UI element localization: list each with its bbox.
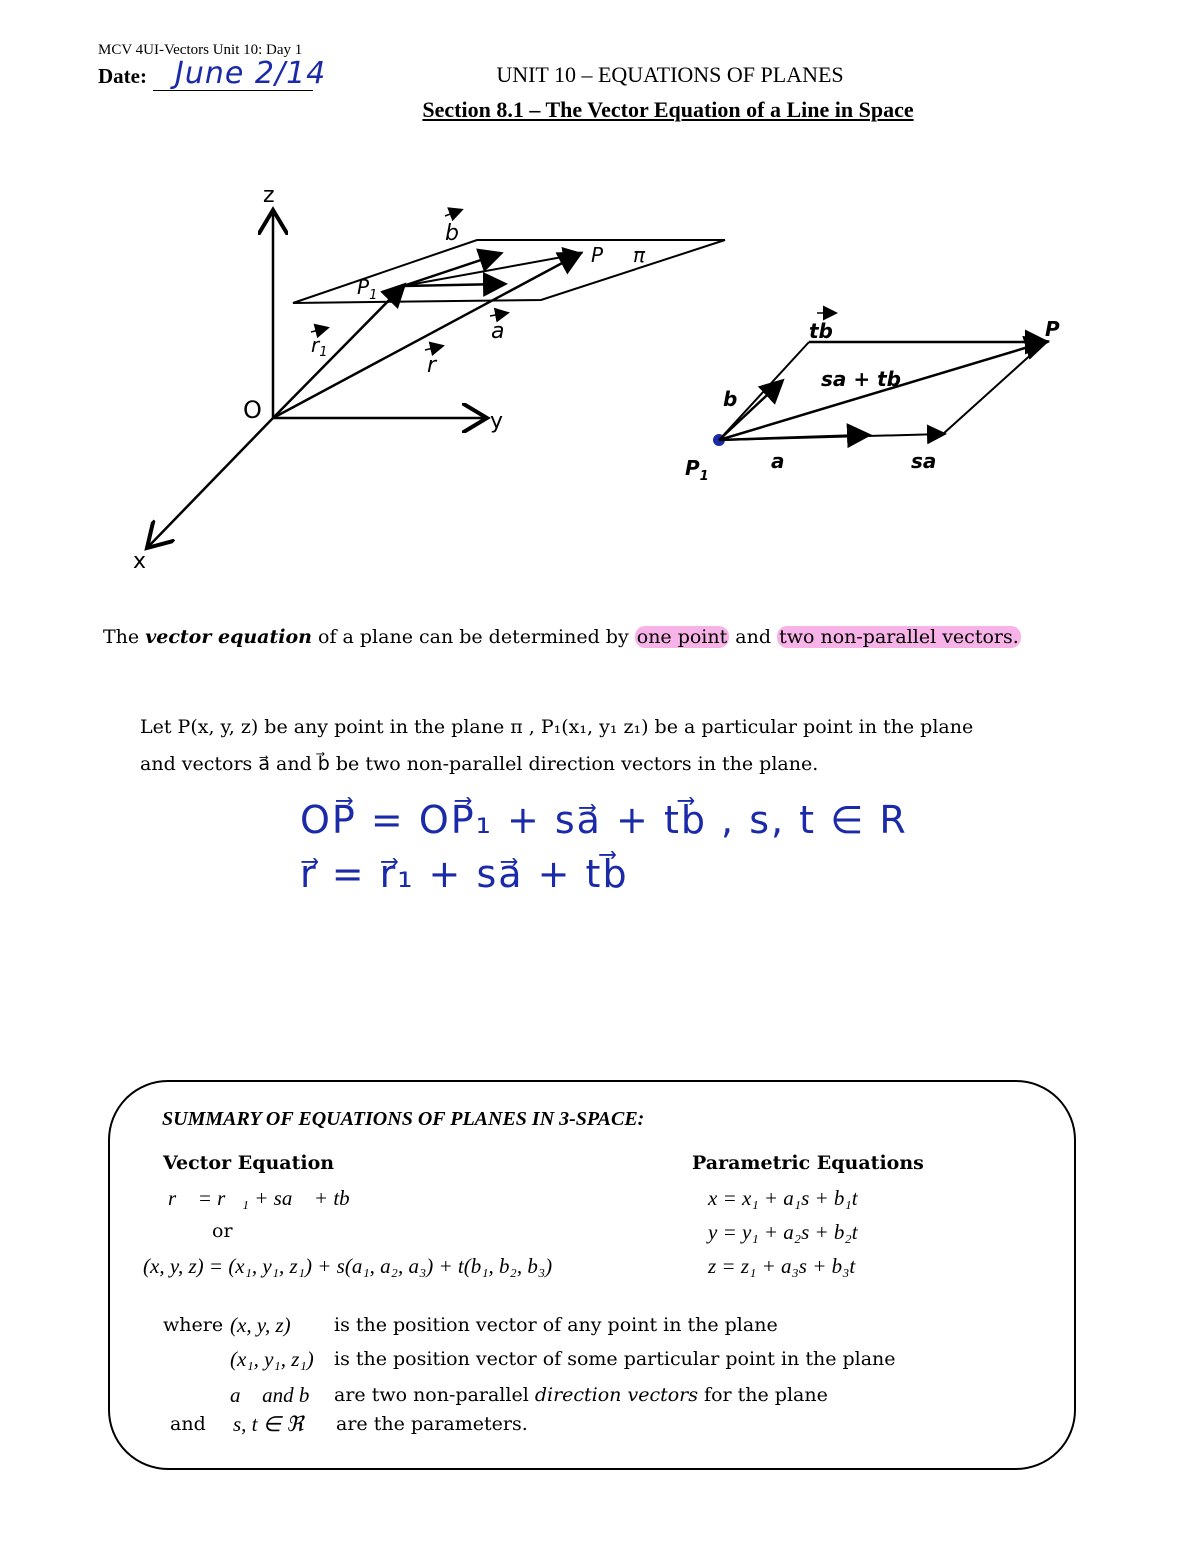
right-p1-label: $P_1$ xyxy=(685,456,709,484)
right-side-right xyxy=(943,342,1045,434)
definition-line-2: and vectors a⃗ and b⃗ be two non-parallel direction vectors in the plane. xyxy=(140,753,819,775)
vector-r1-label: $r_1$ xyxy=(311,333,328,360)
where-sym-3: a⃗ and b⃗ xyxy=(230,1383,326,1407)
right-tb-label: tb xyxy=(809,319,833,343)
handwritten-equation-1: OP⃗ = OP⃗₁ + sa⃗ + tb⃗ , s, t ∈ R xyxy=(300,798,908,842)
where-text: where xyxy=(163,1314,224,1336)
where-text-3: are two non-parallel direction vectors for the plane xyxy=(334,1384,828,1406)
origin-label: O xyxy=(243,396,262,424)
right-vector-sa xyxy=(719,434,943,440)
handwritten-date: June 2/14 xyxy=(175,56,327,91)
date-label: Date: xyxy=(98,64,147,88)
where-text-2: is the position vector of some particular point in the plane xyxy=(334,1348,896,1370)
point-p-label: P xyxy=(591,243,604,267)
parametric-z: z = z₁ + a₃s + b₃t xyxy=(708,1254,856,1278)
plane-diagram xyxy=(105,170,1065,590)
where-sym-4: s, t ∈ ℜ xyxy=(233,1412,304,1436)
right-b-label: b xyxy=(723,387,738,411)
vector-equation-component: (x, y, z) = (x₁, y₁, z₁) + s(a₁, a₂, a₃) + t(b₁, b₂, b₃) xyxy=(143,1254,553,1278)
x-axis xyxy=(147,418,273,548)
right-sa-label: sa xyxy=(911,449,937,473)
section-title: Section 8.1 – The Vector Equation of a Line in Space xyxy=(422,97,914,122)
parametric-equations-heading: Parametric Equations xyxy=(692,1152,924,1174)
definition-paragraph xyxy=(140,709,1040,783)
vector-p1p xyxy=(403,254,579,286)
where-sym-1: (x, y, z) xyxy=(230,1313,291,1337)
and-text: and xyxy=(170,1413,206,1435)
right-p-label: P xyxy=(1045,317,1060,341)
plane-label: π xyxy=(633,243,646,267)
or-text: or xyxy=(212,1220,233,1242)
course-code: MCV 4UI-Vectors Unit 10: Day 1 xyxy=(98,42,303,58)
right-vector-sa-tb xyxy=(719,342,1045,440)
vector-b xyxy=(403,254,499,286)
summary-title: SUMMARY OF EQUATIONS OF PLANES IN 3-SPACE: xyxy=(162,1108,645,1130)
axis-x-label: x xyxy=(133,549,147,574)
vector-r-label: r xyxy=(427,353,437,378)
definition-line-1: Let P(x, y, z) be any point in the plane π , P₁(x₁, y₁ z₁) be a particular point in the plane xyxy=(140,716,974,738)
axis-z-label: z xyxy=(263,183,275,208)
unit-title: UNIT 10 – EQUATIONS OF PLANES xyxy=(496,62,844,87)
vector-equation: r⃗ = r⃗₁ + sa⃗ + tb⃗ xyxy=(168,1186,367,1210)
right-a-label: a xyxy=(771,449,785,473)
right-sum-label: sa + tb xyxy=(821,367,901,391)
highlight-two-vectors: two non-parallel vectors. xyxy=(779,626,1019,648)
handwritten-equation-2: r⃗ = r⃗₁ + sa⃗ + tb⃗ xyxy=(300,852,629,896)
parametric-y: y = y₁ + a₂s + b₂t xyxy=(708,1220,858,1244)
where-text-4: are the parameters. xyxy=(336,1413,528,1435)
vector-equation-heading: Vector Equation xyxy=(163,1152,335,1174)
axis-y-label: y xyxy=(490,409,504,434)
parametric-x: x = x₁ + a₁s + b₁t xyxy=(708,1186,858,1210)
highlight-one-point: one point xyxy=(636,626,728,648)
intro-paragraph: The vector equation of a plane can be determined by one point and two non-parallel vectors. xyxy=(103,626,1019,648)
where-sym-2: (x₁, y₁, z₁) xyxy=(230,1347,314,1371)
vector-b-label: b xyxy=(445,221,459,246)
vector-a xyxy=(403,284,503,286)
point-p1-label: $P_1$ xyxy=(357,275,378,303)
vector-a-label: a xyxy=(491,319,505,344)
where-text-1: is the position vector of any point in the plane xyxy=(334,1314,778,1336)
vector-r1 xyxy=(273,286,403,418)
